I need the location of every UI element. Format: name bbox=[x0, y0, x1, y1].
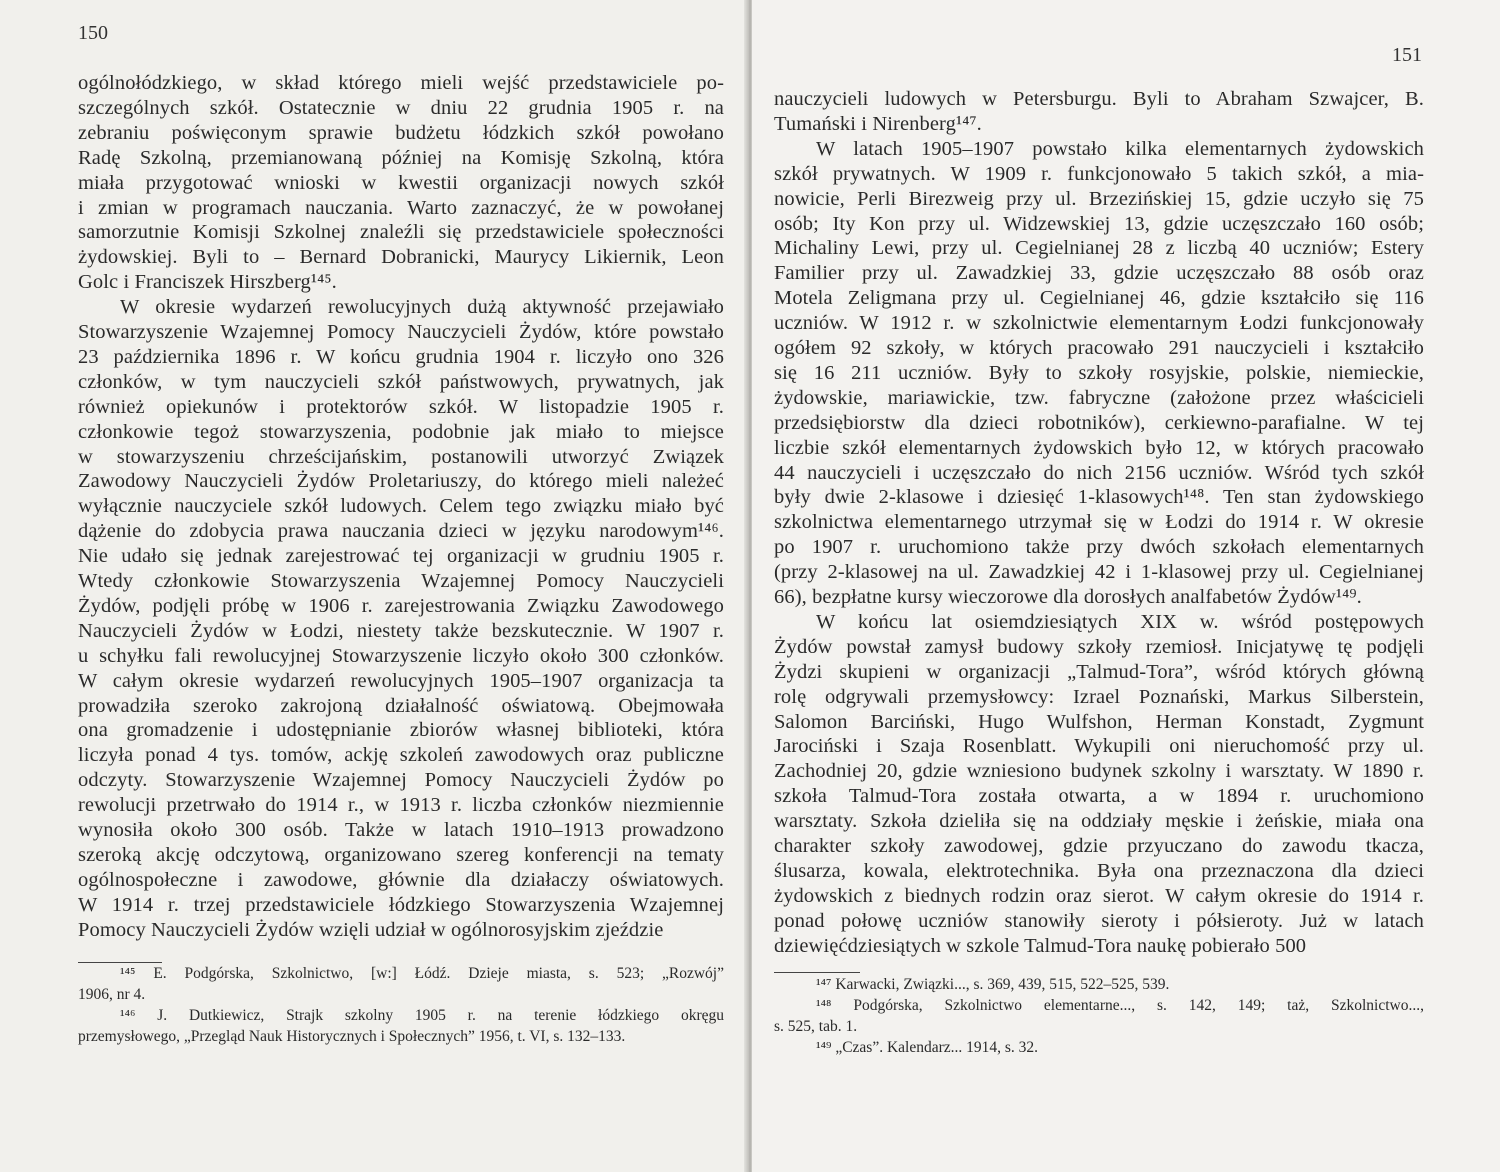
text-line: Żydzi skupieni w organizacji „Talmud-Tora”, wśród których główną bbox=[774, 660, 1424, 683]
footnote-rule-left bbox=[78, 962, 162, 963]
text-line: nowicie, Perli Birezweig przy ul. Brzezińskiej 15, gdzie uczyło się 75 bbox=[774, 187, 1424, 210]
text-line: Żydów powstał zamysł budowy szkoły rzemiosł. Inicjatywę tę podjęli bbox=[774, 635, 1424, 658]
text-line: miała przygotować wnioski w kwestii organizacji nowych szkół bbox=[78, 171, 724, 194]
text-line: uczniów. W 1912 r. w szkolnictwie elementarnym Łodzi funkcjonowały bbox=[774, 312, 1424, 335]
right-page bbox=[752, 0, 1500, 1172]
text-line: warsztaty. Szkoła dzieliła się na oddziały męskie i żeńskie, miała ona bbox=[774, 810, 1424, 833]
text-line: dążenie do zdobycia prawa nauczania dzieci w języku narodowym¹⁴⁶. bbox=[78, 520, 724, 543]
text-line: Wtedy członkowie Stowarzyszenia Wzajemnej Pomocy Nauczycieli bbox=[78, 570, 724, 592]
text-line: W końcu lat osiemdziesiątych XIX w. wśród postępowych bbox=[816, 610, 1424, 633]
text-line: ponad połowę uczniów stanowiły sieroty i półsieroty. Już w latach bbox=[774, 909, 1424, 932]
footnote-line: ¹⁴⁶ J. Dutkiewicz, Strajk szkolny 1905 r. na terenie łódzkiego okręgu bbox=[120, 1007, 724, 1024]
text-line: się 16 211 uczniów. Były to szkoły rosyjskie, polskie, niemieckie, bbox=[774, 361, 1424, 384]
text-line: ogólnołódzkiego, w skład którego mieli wejść przedstawiciele po- bbox=[78, 72, 724, 94]
footnote-line: ¹⁴⁹ „Czas”. Kalendarz... 1914, s. 32. bbox=[816, 1039, 1039, 1056]
text-line: rolę odgrywali przemysłowcy: Izrael Poznański, Markus Silberstein, bbox=[774, 685, 1424, 708]
text-line: W 1914 r. trzej przedstawiciele łódzkiego Stowarzyszenia Wzajemnej bbox=[78, 893, 724, 916]
text-line: po 1907 r. uruchomiono także przy dwóch szkołach elementarnych bbox=[774, 536, 1424, 559]
text-line: żydowskich z biednych rodzin oraz sierot. W całym okresie do 1914 r. bbox=[774, 884, 1424, 907]
text-line: (przy 2-klasowej na ul. Zawadzkiej 42 i 1-klasowej przy ul. Cegielnianej bbox=[774, 561, 1424, 584]
text-line: Zachodniej 20, gdzie wzniesiono budynek szkolny i warsztaty. W 1890 r. bbox=[774, 760, 1424, 783]
text-line: szkół prywatnych. W 1909 r. funkcjonowało 5 takich szkół, a mia- bbox=[774, 162, 1424, 185]
text-line: szkolnictwa elementarnego utrzymał się w Łodzi do 1914 r. W okresie bbox=[774, 511, 1424, 534]
text-line: Pomocy Nauczycieli Żydów wzięli udział w ogólnorosyjskim zjeździe bbox=[78, 918, 664, 941]
text-line: żydowskie, mariawickie, tzw. fabryczne (założone przez właścicieli bbox=[774, 386, 1424, 409]
text-line: członkowie tegoż stowarzyszenia, podobnie jak miało to miejsce bbox=[78, 420, 724, 443]
text-line: Żydów, podjęli próbę w 1906 r. zarejestrowania Związku Zawodowego bbox=[78, 594, 724, 617]
text-line: w stowarzyszeniu chrześcijańskim, postanowili utworzyć Związek bbox=[78, 445, 724, 468]
text-line: szczególnych szkół. Ostatecznie w dniu 22 grudnia 1905 r. na bbox=[78, 96, 724, 119]
text-line: Tumański i Nirenberg¹⁴⁷. bbox=[774, 112, 982, 135]
text-line: W całym okresie wydarzeń rewolucyjnych 1905–1907 organizacja ta bbox=[78, 669, 724, 692]
text-line: ogólnospołeczne i zawodowe, głównie dla działaczy oświatowych. bbox=[78, 868, 724, 891]
text-line: liczyła ponad 4 tys. tomów, ackję szkoleń zawodowych oraz publiczne bbox=[78, 744, 724, 767]
text-line: dziewięćdziesiątych w szkole Talmud-Tora naukę pobierało 500 bbox=[774, 934, 1307, 957]
text-line: osób; Ity Kon przy ul. Widzewskiej 13, gdzie uczęszczało 160 osób; bbox=[774, 212, 1424, 235]
text-line: były dwie 2-klasowe i dziesięć 1-klasowych¹⁴⁸. Ten stan żydowskiego bbox=[774, 486, 1424, 509]
text-line: samorzutnie Komisji Szkolnej znaleźli się przedstawiciele społeczności bbox=[78, 221, 724, 244]
text-line: u schyłku fali rewolucyjnej Stowarzyszenie liczyło około 300 członków. bbox=[78, 644, 724, 667]
text-line: wynosiła około 300 osób. Także w latach 1910–1913 prowadzono bbox=[78, 819, 724, 841]
text-line: szkoła Talmud-Tora została otwarta, a w 1894 r. uruchomiono bbox=[774, 785, 1424, 808]
text-line: rewolucji przetrwało do 1914 r., w 1913 r. liczba członków niezmiennie bbox=[78, 794, 724, 817]
text-line: prowadziła szeroko zakrojoną działalność oświatową. Obejmowała bbox=[78, 694, 724, 717]
text-line: Motela Zeligmana przy ul. Cegielnianej 46, gdzie kształciło się 116 bbox=[774, 287, 1424, 310]
footnote-line: 1906, nr 4. bbox=[78, 986, 146, 1003]
text-line: 23 października 1896 r. W końcu grudnia 1904 r. liczyło ono 326 bbox=[78, 345, 724, 368]
page-number-left: 150 bbox=[78, 22, 108, 44]
footnote-line: przemysłowego, „Przegląd Nauk Historycznych i Społecznych” 1956, t. VI, s. 132–133. bbox=[78, 1028, 626, 1045]
text-line: wyłącznie nauczyciele szkół ludowych. Celem tego związku miało być bbox=[78, 495, 724, 518]
text-line: członków, w tym nauczycieli szkół państwowych, prywatnych, jak bbox=[78, 370, 724, 393]
text-line: W latach 1905–1907 powstało kilka elementarnych żydowskich bbox=[816, 137, 1424, 160]
text-line: przedsiębiorstw dla dzieci robotników), cerkiewno-parafialne. W tej bbox=[774, 411, 1424, 434]
text-line: liczbie szkół elementarnych żydowskich było 12, w których pracowało bbox=[774, 436, 1424, 459]
text-line: Golc i Franciszek Hirszberg¹⁴⁵. bbox=[78, 271, 337, 294]
text-line: Nauczycieli Żydów w Łodzi, niestety także bezskutecznie. W 1907 r. bbox=[78, 619, 724, 642]
text-line: również opiekunów i protektorów szkół. W listopadzie 1905 r. bbox=[78, 395, 724, 418]
text-line: ślusarza, kowala, elektrotechnika. Była ona przeznaczona dla dzieci bbox=[774, 859, 1424, 882]
text-line: Familier przy ul. Zawadzkiej 33, gdzie uczęszczało 88 osób oraz bbox=[774, 262, 1424, 285]
text-line: ogółem 92 szkoły, w których pracowało 291 nauczycieli i kształciło bbox=[774, 337, 1424, 359]
text-line: 44 nauczycieli i uczęszczało do nich 2156 uczniów. Wśród tych szkół bbox=[774, 461, 1424, 484]
text-line: Stowarzyszenie Wzajemnej Pomocy Nauczycieli Żydów, które powstało bbox=[78, 321, 724, 343]
text-line: Jarociński i Szaja Rosenblatt. Wykupili oni nieruchomość przy ul. bbox=[774, 735, 1424, 758]
text-line: charakter szkoły zawodowej, gdzie przyuczano do zawodu tkacza, bbox=[774, 835, 1424, 857]
text-line: odczyty. Stowarzyszenie Wzajemnej Pomocy Nauczycieli Żydów po bbox=[78, 769, 724, 792]
text-line: ona gromadzenie i udostępnianie zbiorów własnej biblioteki, która bbox=[78, 719, 724, 742]
text-line: Zawodowy Nauczycieli Żydów Proletariuszy, do którego mieli należeć bbox=[78, 470, 724, 493]
text-line: zebraniu poświęconym sprawie budżetu łódzkich szkół powołano bbox=[78, 121, 724, 144]
text-line: Salomon Barciński, Hugo Wulfshon, Herman Konstadt, Zygmunt bbox=[774, 710, 1424, 733]
text-line: szeroką akcję odczytową, organizowano szereg konferencji na tematy bbox=[78, 843, 724, 866]
footnote-line: ¹⁴⁷ Karwacki, Związki..., s. 369, 439, 515, 522–525, 539. bbox=[816, 976, 1170, 993]
text-line: Nie udało się jednak zarejestrować tej organizacji w grudniu 1905 r. bbox=[78, 545, 724, 568]
footnote-line: s. 525, tab. 1. bbox=[774, 1018, 858, 1035]
footnote-rule-right bbox=[774, 972, 860, 973]
text-line: i zmian w programach nauczania. Warto zaznaczyć, że w powołanej bbox=[78, 196, 724, 219]
left-page bbox=[0, 0, 748, 1172]
text-line: 66), bezpłatne kursy wieczorowe dla dorosłych analfabetów Żydów¹⁴⁹. bbox=[774, 586, 1362, 608]
footnote-line: ¹⁴⁵ E. Podgórska, Szkolnictwo, [w:] Łódź. Dzieje miasta, s. 523; „Rozwój” bbox=[120, 965, 724, 982]
text-line: Radę Szkolną, przemianowaną później na Komisję Szkolną, która bbox=[78, 146, 724, 169]
text-line: Michaliny Lewi, przy ul. Cegielnianej 28 z liczbą 40 uczniów; Estery bbox=[774, 237, 1424, 260]
page-number-right: 151 bbox=[1392, 44, 1422, 66]
text-line: nauczycieli ludowych w Petersburgu. Byli to Abraham Szwajcer, B. bbox=[774, 88, 1424, 110]
text-line: W okresie wydarzeń rewolucyjnych dużą aktywność przejawiało bbox=[120, 296, 724, 319]
text-line: żydowskiej. Byli to – Bernard Dobranicki, Maurycy Likiernik, Leon bbox=[78, 246, 724, 269]
footnote-line: ¹⁴⁸ Podgórska, Szkolnictwo elementarne..., s. 142, 149; taż, Szkolnictwo..., bbox=[816, 997, 1424, 1014]
